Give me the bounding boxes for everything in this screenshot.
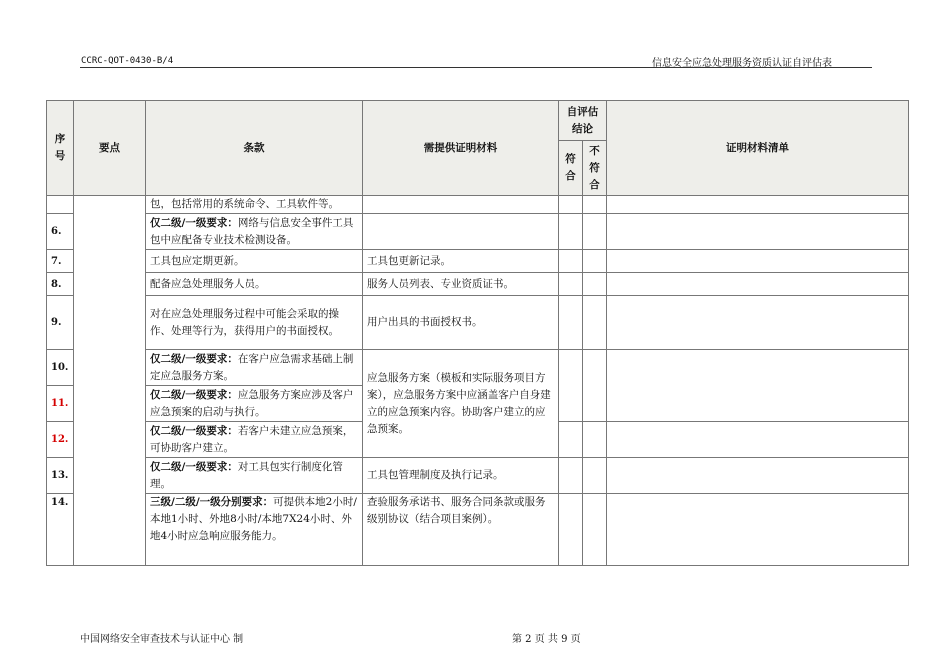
conform-checkbox[interactable]	[559, 296, 583, 350]
clause-cell	[146, 422, 363, 458]
clause-text: 应急服务方案应涉及客户应急预案的启动与执行。	[150, 388, 354, 418]
list-cell[interactable]	[607, 422, 909, 458]
col-not-conform: 不符合	[583, 141, 607, 196]
clause-cell: 对在应急处理服务过程中可能会采取的操作、处理等行为，获得用户的书面授权。	[146, 296, 363, 350]
clause-text: 在客户应急需求基础上制定应急服务方案。	[150, 352, 354, 382]
row-num: 6.	[47, 214, 74, 250]
row-num	[47, 196, 74, 214]
evidence-cell: 应急服务方案（模板和实际服务项目方案），应急服务方案中应涵盖客户自身建立的应急预案内容。协助客户建立的应急预案。	[363, 350, 559, 458]
clause-cell: 包，包括常用的系统命令、工具软件等。	[146, 196, 363, 214]
table-row	[47, 196, 909, 214]
clause-prefix: 仅二级/一级要求：	[150, 352, 238, 365]
header-rule	[80, 67, 872, 68]
table-row	[47, 296, 909, 350]
not-conform-checkbox[interactable]	[583, 196, 607, 214]
evidence-cell: 用户出具的书面授权书。	[363, 296, 559, 350]
not-conform-checkbox[interactable]	[583, 458, 607, 494]
page-number: 第 2 页 共 9 页	[512, 634, 581, 645]
col-evidence: 需提供证明材料	[363, 101, 559, 196]
evidence-cell: 查验服务承诺书、服务合同条款或服务级别协议（结合项目案例）。	[363, 494, 559, 566]
table-row	[47, 250, 909, 273]
list-cell[interactable]	[607, 196, 909, 214]
table-row	[47, 350, 909, 386]
clause-cell: 工具包应定期更新。	[146, 250, 363, 273]
clause-cell: 配备应急处理服务人员。	[146, 273, 363, 296]
col-clause: 条款	[146, 101, 363, 196]
self-eval-table	[46, 100, 909, 566]
not-conform-checkbox[interactable]	[583, 422, 607, 458]
not-conform-checkbox[interactable]	[583, 250, 607, 273]
evidence-cell	[363, 214, 559, 250]
row-num: 13.	[47, 458, 74, 494]
not-conform-checkbox[interactable]	[583, 214, 607, 250]
list-cell[interactable]	[607, 494, 909, 566]
conform-checkbox[interactable]	[559, 350, 583, 422]
col-self-eval: 自评估结论	[559, 101, 607, 141]
clause-cell	[146, 458, 363, 494]
table-row	[47, 458, 909, 494]
conform-checkbox[interactable]	[559, 458, 583, 494]
col-list: 证明材料清单	[607, 101, 909, 196]
conform-checkbox[interactable]	[559, 196, 583, 214]
key-point-cell	[74, 196, 146, 566]
conform-checkbox[interactable]	[559, 273, 583, 296]
col-seq: 序号	[47, 101, 74, 196]
clause-prefix: 三级/二级/一级分别要求：	[150, 496, 274, 508]
row-num: 10.	[47, 350, 74, 386]
not-conform-checkbox[interactable]	[583, 296, 607, 350]
row-num: 9.	[47, 296, 74, 350]
not-conform-checkbox[interactable]	[583, 494, 607, 566]
list-cell[interactable]	[607, 458, 909, 494]
col-key-point: 要点	[74, 101, 146, 196]
conform-checkbox[interactable]	[559, 250, 583, 273]
row-num: 14.	[47, 494, 74, 566]
clause-text: 网络与信息安全事件工具包中应配备专业技术检测设备。	[150, 216, 354, 246]
clause-cell	[146, 214, 363, 250]
evidence-cell: 工具包更新记录。	[363, 250, 559, 273]
doc-title: 信息安全应急处理服务资质认证自评估表	[652, 58, 832, 69]
clause-prefix: 仅二级/一级要求：	[150, 216, 238, 229]
clause-text: 若客户未建立应急预案，可协助客户建立。	[150, 424, 354, 454]
clause-prefix: 仅二级/一级要求：	[150, 460, 238, 473]
list-cell[interactable]	[607, 296, 909, 350]
clause-prefix: 仅二级/一级要求：	[150, 388, 238, 401]
not-conform-checkbox[interactable]	[583, 350, 607, 422]
conform-checkbox[interactable]	[559, 494, 583, 566]
clause-cell	[146, 494, 363, 566]
doc-code: CCRC-QOT-0430-B/4	[81, 56, 174, 66]
not-conform-checkbox[interactable]	[583, 273, 607, 296]
list-cell[interactable]	[607, 214, 909, 250]
clause-text: 可提供本地2小时/本地1小时、外地8小时/本地7X24小时、外地4小时应急响应服务能力。	[150, 496, 357, 542]
evidence-cell: 工具包管理制度及执行记录。	[363, 458, 559, 494]
row-num: 8.	[47, 273, 74, 296]
table-row	[47, 494, 909, 566]
list-cell[interactable]	[607, 350, 909, 422]
row-num: 12.	[47, 422, 74, 458]
clause-cell	[146, 350, 363, 386]
conform-checkbox[interactable]	[559, 214, 583, 250]
footer-org: 中国网络安全审查技术与认证中心 制	[80, 634, 244, 645]
clause-cell	[146, 386, 363, 422]
list-cell[interactable]	[607, 273, 909, 296]
list-cell[interactable]	[607, 250, 909, 273]
evidence-cell: 服务人员列表、专业资质证书。	[363, 273, 559, 296]
row-num: 7.	[47, 250, 74, 273]
clause-prefix: 仅二级/一级要求：	[150, 424, 238, 437]
clause-text: 对工具包实行制度化管理。	[150, 460, 343, 490]
evidence-cell	[363, 196, 559, 214]
row-num: 11.	[47, 386, 74, 422]
table-row	[47, 214, 909, 250]
col-conform: 符合	[559, 141, 583, 196]
conform-checkbox[interactable]	[559, 422, 583, 458]
table-row	[47, 273, 909, 296]
